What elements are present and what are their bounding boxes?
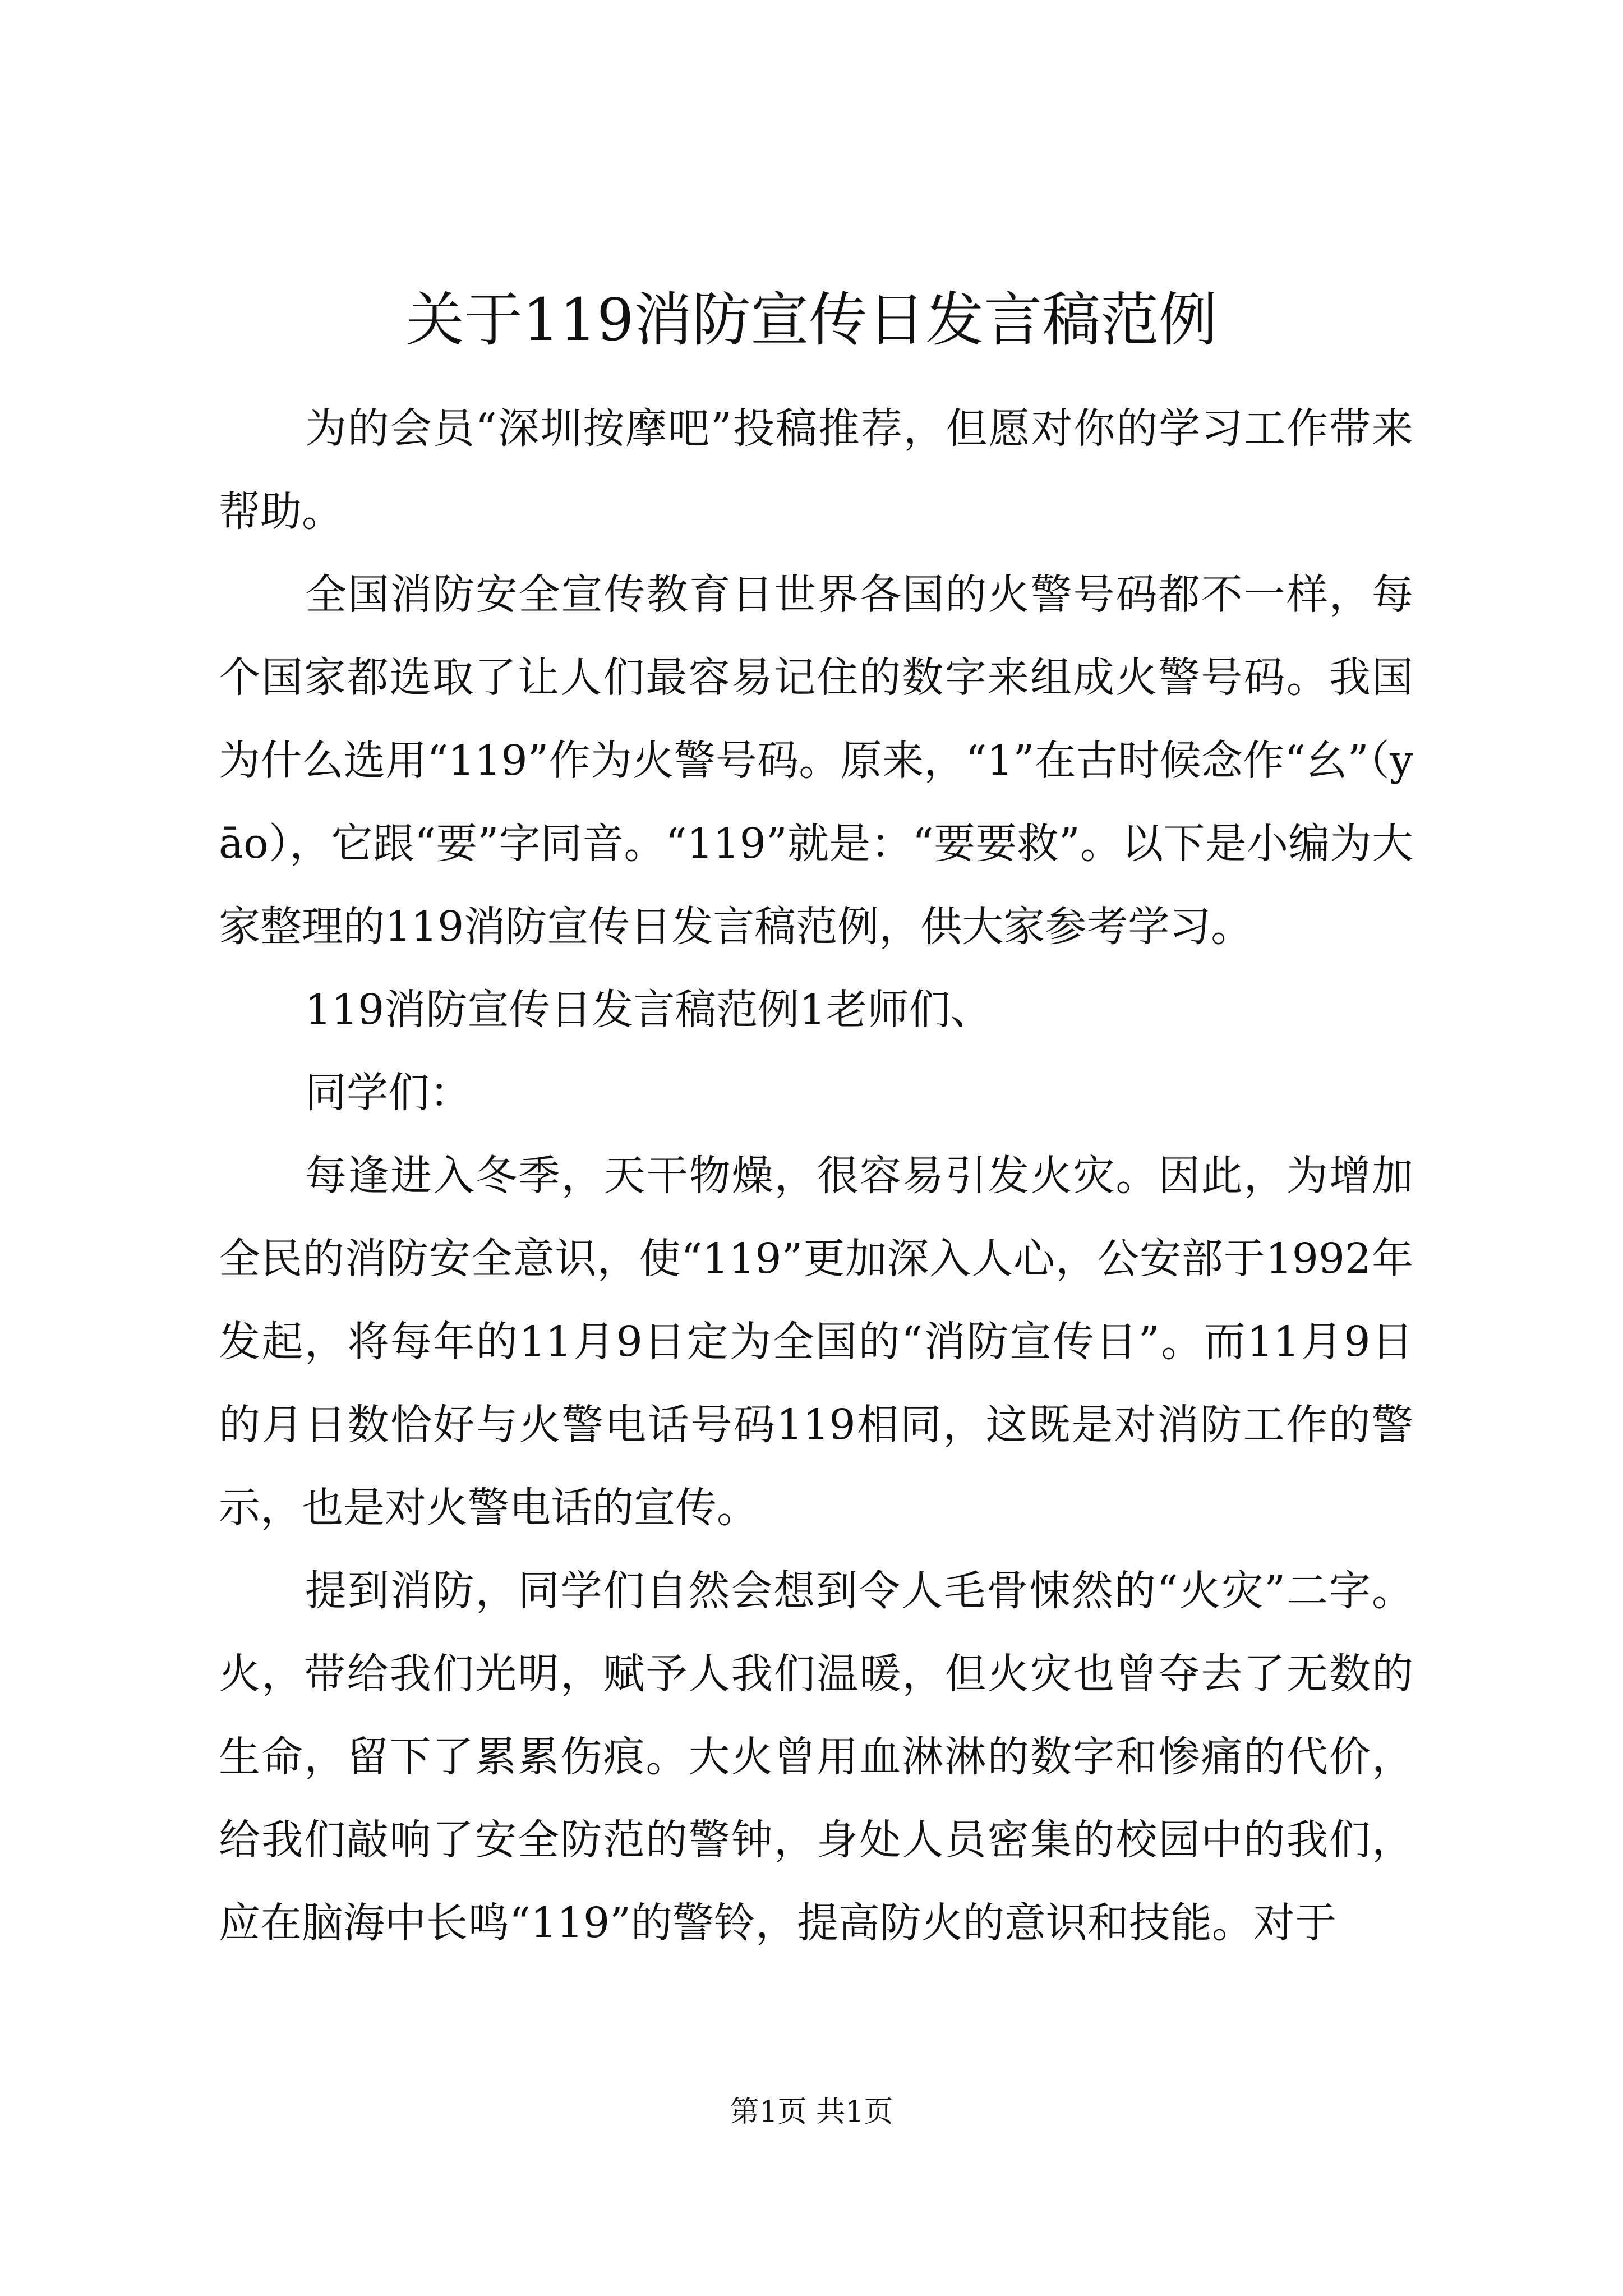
paragraph-background: 全国消防安全宣传教育日世界各国的火警号码都不一样，每个国家都选取了让人们最容易记住的数字来组成火警号码。我国为什么选用“119”作为火警号码。原来，“1”在古时候念作“幺”（yāo），它跟“要”字同音。“119”就是：“要要救”。以下是小编为大家整理的119消防宣传日发言稿范例，供大家参考学习。: [219, 570, 1413, 951]
paragraph-intro: 为的会员“深圳按摩吧”投稿推荐，但愿对你的学习工作带来帮助。: [219, 404, 1413, 536]
document-body: [219, 387, 1413, 1964]
paragraph-example-heading: 119消防宣传日发言稿范例1老师们、: [305, 986, 992, 1034]
paragraph-fire-safety: 提到消防，同学们自然会想到令人毛骨悚然的“火灾”二字。火，带给我们光明，赋予人我们温暖，但火灾也曾夺去了无数的生命，留下了累累伤痕。大火曾用血淋淋的数字和惨痛的代价，给我们敲响了安全防范的警钟，身处人员密集的校园中的我们，应在脑海中长鸣“119”的警铃，提高防火的意识和技能。对于: [219, 1567, 1413, 1947]
page-footer: 第1页 共1页: [730, 2095, 893, 2129]
paragraph-fire-day: 每逢进入冬季，天干物燥，很容易引发火灾。因此，为增加全民的消防安全意识，使“119”更加深入人心，公安部于1992年发起，将每年的11月9日定为全国的“消防宣传日”。而11月9日的月日数恰好与火警电话号码119相同，这既是对消防工作的警示，也是对火警电话的宣传。: [219, 1152, 1413, 1532]
document-title: 关于119消防宣传日发言稿范例: [405, 286, 1218, 354]
paragraph-salutation: 同学们：: [305, 1069, 471, 1117]
